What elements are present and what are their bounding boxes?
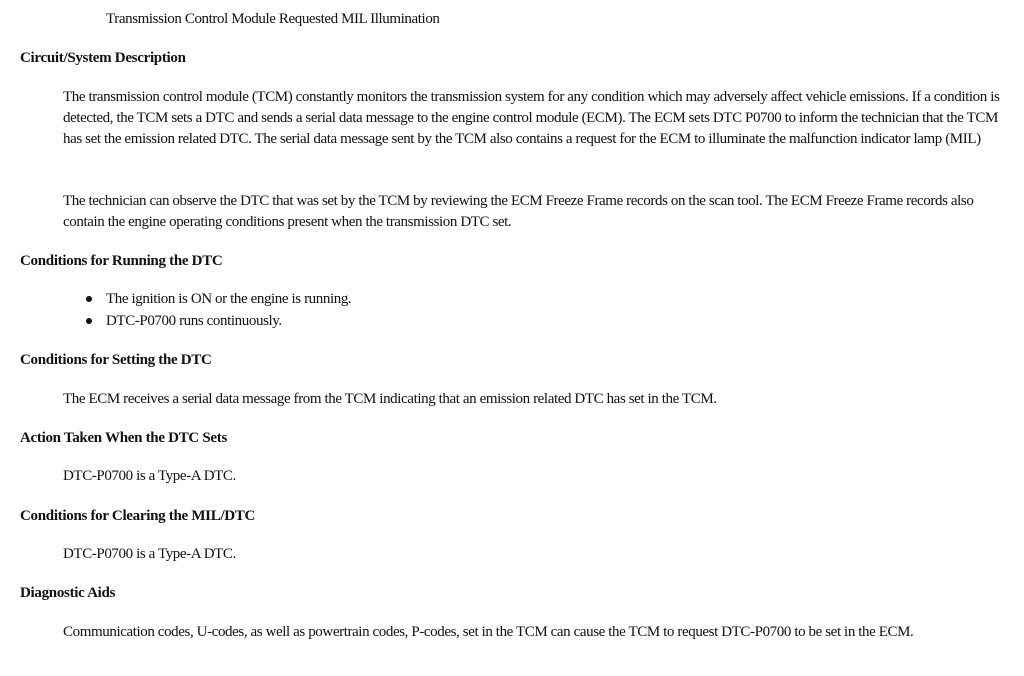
- list-item-text: DTC-P0700 runs continuously.: [106, 313, 282, 329]
- conditions-clearing-text: DTC-P0700 is a Type-A DTC.: [63, 546, 236, 562]
- conditions-setting-text: The ECM receives a serial data message from the TCM indicating that an emission related DTC has set in the TCM.: [63, 391, 717, 407]
- list-item: [84, 288, 351, 310]
- circuit-description-paragraph-2: The technician can observe the DTC that was set by the TCM by reviewing the ECM Freeze Frame records on the scan tool. The ECM Freeze Frame records also contain the engine operating conditions present when the transmission DTC set.: [63, 193, 974, 230]
- heading-conditions-setting: Conditions for Setting the DTC: [20, 352, 212, 368]
- diagnostic-aids-text: Communication codes, U-codes, as well as powertrain codes, P-codes, set in the TCM can cause the TCM to request DTC-P0700 to be set in the ECM.: [63, 624, 914, 640]
- heading-circuit-system-description: Circuit/System Description: [20, 50, 186, 66]
- heading-action-taken: Action Taken When the DTC Sets: [20, 430, 228, 446]
- list-item-text: The ignition is ON or the engine is running.: [106, 291, 352, 307]
- heading-diagnostic-aids: Diagnostic Aids: [20, 585, 116, 601]
- circuit-description-paragraph-1: The transmission control module (TCM) constantly monitors the transmission system for any condition which may adversely affect vehicle emissions. If a condition is detected, the TCM sets a DTC and sends a serial data message to the engine control module (ECM). The ECM sets DTC P0700 to inform the technician that the TCM has set the emission related DTC. The serial data message sent by the TCM also contains a request for the ECM to illuminate the malfunction indicator lamp (MIL): [63, 89, 1000, 147]
- document-title: Transmission Control Module Requested MIL Illumination: [106, 11, 440, 27]
- bullet-icon: [86, 296, 92, 302]
- list-item: [84, 310, 351, 332]
- heading-conditions-clearing: Conditions for Clearing the MIL/DTC: [20, 508, 256, 524]
- conditions-running-list: [84, 288, 351, 332]
- bullet-icon: [86, 318, 92, 324]
- action-taken-text: DTC-P0700 is a Type-A DTC.: [63, 468, 236, 484]
- heading-conditions-running: Conditions for Running the DTC: [20, 253, 223, 269]
